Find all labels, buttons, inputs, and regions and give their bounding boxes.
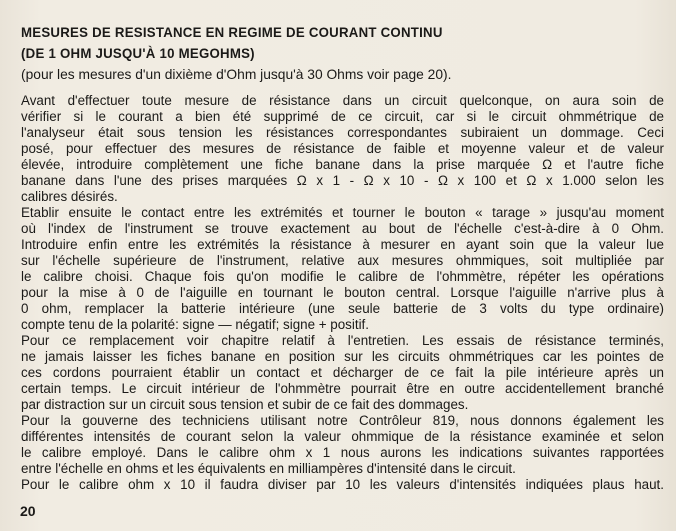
text-line: l'analyseur était sous tension les résistances correspondantes subiraient un dommage. Ceci	[21, 125, 664, 140]
text-line: posé, pour effectuer des mesures de résistance de faible et moyenne valeur et de valeur	[21, 141, 664, 156]
text-line: pour la mise à 0 de l'aiguille en tournant le bouton central. Lorsque l'aiguille n'arrive plus à	[21, 285, 664, 300]
text-line: le calibre choisi. Chaque fois qu'on modifie le calibre de l'ohmmètre, répéter les opérations	[21, 269, 664, 284]
text-line: sur l'échelle supérieure de l'instrument, relative aux mesures ohmmiques, soit multipliée par	[21, 253, 664, 268]
text-line: Pour le calibre ohm x 10 il faudra diviser par 10 les valeurs d'intensités indiquées plaus haut.	[21, 477, 664, 492]
range-note: (pour les mesures d'un dixième d'Ohm jusqu'à 30 Ohms voir page 20).	[21, 67, 452, 82]
text-line: élevée, introduire complètement une fiche banane dans la prise marquée Ω et l'autre fiche	[21, 157, 664, 172]
text-line: par distraction sur un circuit sous tension et subir de ce fait des dommages.	[21, 397, 469, 412]
text-line: ne jamais laisser les fiches banane en position sur les circuits ohmmétriques car les pointes de	[21, 349, 664, 364]
text-line: certain temps. Le circuit intérieur de l'ohmmètre pourrait être en outre accidentellement branché	[21, 381, 664, 396]
text-line: vérifier si le courant a bien été supprimé de ce circuit, car si le circuit ohmmétrique de	[21, 109, 664, 124]
text-line: Etablir ensuite le contact entre les extrémités et tourner le bouton « tarage » jusqu'au moment	[21, 205, 664, 220]
text-line: Pour la gouverne des techniciens utilisant notre Contrôleur 819, nous donnons également les	[21, 413, 664, 428]
text-line: compte tenu de la polarité: signe — négatif; signe + positif.	[21, 317, 369, 332]
text-line: 0 ohm, remplacer la batterie intérieure (une seule batterie de 3 volts du type ordinaire)	[21, 301, 664, 316]
text-line: différentes intensités de courant selon la valeur ohmmique de la résistance examinée et selon	[21, 429, 664, 444]
text-line: Avant d'effectuer toute mesure de résistance dans un circuit quelconque, on aura soin de	[21, 93, 664, 108]
page-number: 20	[20, 503, 36, 519]
text-line: calibres désirés.	[21, 189, 118, 204]
text-line: le calibre employé. Dans le calibre ohm x 1 nous aurons les indications suivantes rapportées	[21, 445, 664, 460]
text-line: entre l'échelle en ohms et les équivalents en milliampères d'intensité dans le circuit.	[21, 461, 516, 476]
text-line: banane dans l'une des prises marquées Ω x 1 - Ω x 10 - Ω x 100 et Ω x 1.000 selon les	[21, 173, 664, 188]
text-line: où l'index de l'instrument se trouve exactement au bout de l'échelle c'est-à-dire à 0 Ohm.	[21, 221, 664, 236]
text-line: ces cordons pourraient établir un contact et décharger de ce fait la pile intérieure après un	[21, 365, 664, 380]
section-subtitle: (DE 1 OHM JUSQU'À 10 MEGOHMS)	[21, 46, 255, 61]
section-title: MESURES DE RESISTANCE EN REGIME DE COURANT CONTINU	[21, 25, 443, 40]
text-line: Introduire enfin entre les extrémités la résistance à mesurer en ayant soin que la valeur lue	[21, 237, 664, 252]
text-line: Pour ce remplacement voir chapitre relatif à l'entretien. Les essais de résistance terminés,	[21, 333, 664, 348]
